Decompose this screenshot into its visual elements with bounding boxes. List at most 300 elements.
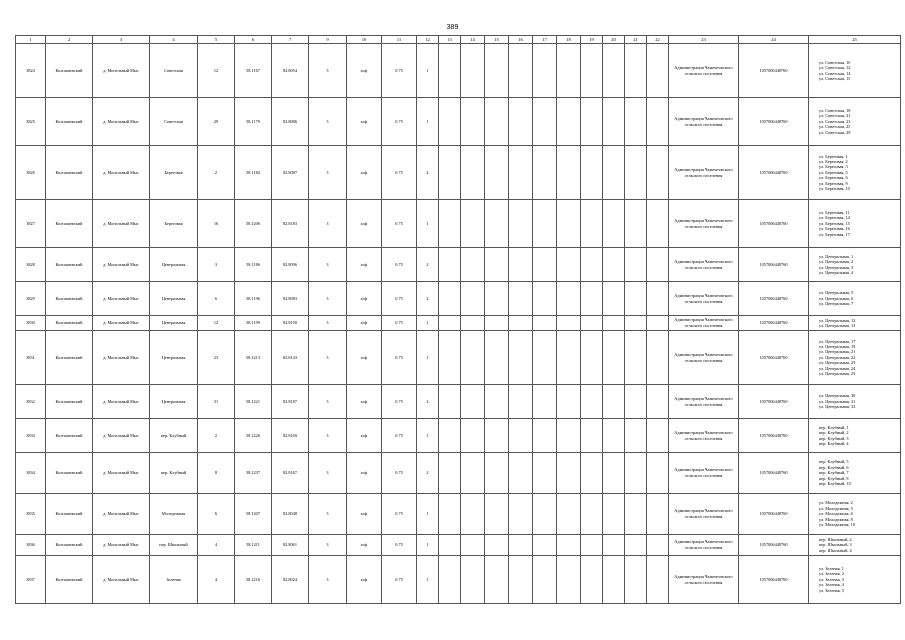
empty-cell [647, 316, 669, 331]
longitude-cell: 82.8048 [272, 494, 309, 535]
column-header: 18 [557, 36, 581, 44]
locality-cell: д. Могильный Мыс [93, 494, 150, 535]
empty-cell [461, 494, 485, 535]
empty-cell [557, 98, 581, 146]
empty-cell [603, 200, 625, 248]
address-line: ул. Береговая, 10 [819, 186, 850, 192]
column-header: 22 [647, 36, 669, 44]
empty-cell [509, 535, 533, 556]
empty-cell [461, 453, 485, 494]
empty-cell [647, 200, 669, 248]
empty-cell [647, 248, 669, 282]
empty-cell [625, 146, 647, 200]
ogrn-cell: 1057006448760 [739, 331, 809, 385]
empty-cell [509, 248, 533, 282]
address-line: ул. Береговая, 14 [819, 215, 850, 221]
locality-cell: д. Могильный Мыс [93, 146, 150, 200]
empty-cell [485, 282, 509, 316]
empty-cell [603, 248, 625, 282]
district-cell: Колпашевский [46, 98, 93, 146]
longitude-cell: 82.8183 [272, 200, 309, 248]
column-header: 25 [809, 36, 901, 44]
empty-cell [461, 385, 485, 419]
address-line: ул. Советская, 25 [819, 124, 851, 130]
volume-cell: 0.75 [382, 146, 417, 200]
empty-cell [439, 494, 461, 535]
ogrn-cell: 1057006448760 [739, 44, 809, 98]
surface-cell: асф [347, 385, 382, 419]
address-line: ул. Центральная, 6 [819, 295, 854, 301]
empty-cell [533, 556, 557, 604]
count-cell: 1 [417, 419, 439, 453]
table-row [16, 316, 901, 331]
empty-cell [603, 98, 625, 146]
volume-cell: 0.75 [382, 331, 417, 385]
address-line: пер. Школьный, 3 [819, 542, 852, 548]
street-cell: Центральная [150, 282, 198, 316]
ogrn-cell: 1057006448760 [739, 419, 809, 453]
ogrn-cell: 1057006448760 [739, 535, 809, 556]
row-number-cell: 3831 [16, 331, 46, 385]
ogrn-cell: 1057006448760 [739, 98, 809, 146]
volume-cell: 0.75 [382, 385, 417, 419]
administration-cell: Администрация Чажемтовского сельского поселения [669, 248, 739, 282]
address-line: пер. Школьный, 2 [819, 536, 852, 542]
longitude-cell: 82.8087 [272, 146, 309, 200]
empty-cell [461, 248, 485, 282]
house-cell: 12 [198, 44, 235, 98]
district-cell: Колпашевский [46, 331, 93, 385]
address-line: ул. Центральная, 31 [819, 398, 856, 404]
empty-cell [557, 419, 581, 453]
empty-cell [603, 316, 625, 331]
address-line: ул. Береговая, 9 [819, 180, 848, 186]
empty-cell [461, 282, 485, 316]
column-header: 5 [198, 36, 235, 44]
empty-cell [485, 556, 509, 604]
district-cell: Колпашевский [46, 248, 93, 282]
address-line: пер. Клубный, 1 [819, 424, 849, 430]
address-line: ул. Береговая, 11 [819, 209, 850, 215]
empty-cell [509, 316, 533, 331]
empty-cell [647, 146, 669, 200]
table-row [16, 556, 901, 604]
volume-cell: 0.75 [382, 44, 417, 98]
address-line: ул. Центральная, 1 [819, 253, 854, 259]
row-number-cell: 3833 [16, 419, 46, 453]
empty-cell [439, 44, 461, 98]
latitude-cell: 58.1226 [235, 419, 272, 453]
surface-cell: асф [347, 282, 382, 316]
empty-cell [557, 248, 581, 282]
address-line: пер. Клубный, 5 [819, 459, 849, 465]
column-header: 16 [509, 36, 533, 44]
col9-cell: 3 [309, 385, 347, 419]
street-cell: Центральная [150, 248, 198, 282]
surface-cell: асф [347, 200, 382, 248]
volume-cell: 0.75 [382, 535, 417, 556]
empty-cell [485, 200, 509, 248]
row-number-cell: 3837 [16, 556, 46, 604]
address-line: ул. Центральная, 5 [819, 290, 854, 296]
served-addresses-cell [809, 98, 901, 146]
address-line: ул. Центральная, 4 [819, 269, 854, 275]
count-cell: 1 [417, 316, 439, 331]
latitude-cell: 58.1237 [235, 453, 272, 494]
address-line: ул. Центральная, 22 [819, 354, 856, 360]
address-line: ул. Центральная, 23 [819, 360, 856, 366]
empty-cell [603, 419, 625, 453]
count-cell: 1 [417, 556, 439, 604]
row-number-cell: 3829 [16, 282, 46, 316]
volume-cell: 0.75 [382, 200, 417, 248]
district-cell: Колпашевский [46, 535, 93, 556]
volume-cell: 0.75 [382, 453, 417, 494]
latitude-cell: 58.1206 [235, 200, 272, 248]
empty-cell [625, 316, 647, 331]
empty-cell [581, 248, 603, 282]
table-row [16, 419, 901, 453]
empty-cell [533, 146, 557, 200]
empty-cell [647, 453, 669, 494]
address-line: пер. Клубный, 7 [819, 470, 849, 476]
empty-cell [557, 331, 581, 385]
empty-cell [461, 146, 485, 200]
volume-cell: 0.75 [382, 282, 417, 316]
district-cell: Колпашевский [46, 282, 93, 316]
ogrn-cell: 1057006448760 [739, 146, 809, 200]
table-row [16, 248, 901, 282]
empty-cell [485, 535, 509, 556]
street-cell: Центральная [150, 316, 198, 331]
address-line: пер. Клубный, 3 [819, 435, 849, 441]
col9-cell: 3 [309, 146, 347, 200]
address-line: ул. Советская, 18 [819, 107, 851, 113]
empty-cell [439, 453, 461, 494]
empty-cell [603, 282, 625, 316]
address-line: ул. Центральная, 25 [819, 371, 856, 377]
empty-cell [603, 556, 625, 604]
administration-cell: Администрация Чажемтовского сельского поселения [669, 98, 739, 146]
empty-cell [461, 556, 485, 604]
district-cell: Колпашевский [46, 556, 93, 604]
surface-cell: асф [347, 331, 382, 385]
house-cell: 31 [198, 385, 235, 419]
latitude-cell: 58.1221 [235, 385, 272, 419]
column-header: 2 [46, 36, 93, 44]
ogrn-cell: 1057006448760 [739, 453, 809, 494]
house-cell: 29 [198, 98, 235, 146]
served-addresses-cell [809, 556, 901, 604]
address-line: ул. Центральная, 12 [819, 317, 856, 323]
empty-cell [625, 535, 647, 556]
address-line: ул. Молодежная, 2 [819, 500, 853, 506]
served-addresses-cell [809, 248, 901, 282]
address-line: ул. Зеленая, 5 [819, 587, 844, 593]
empty-cell [603, 494, 625, 535]
empty-cell [461, 98, 485, 146]
empty-cell [461, 44, 485, 98]
empty-cell [533, 282, 557, 316]
district-cell: Колпашевский [46, 453, 93, 494]
served-addresses-cell [809, 146, 901, 200]
volume-cell: 0.75 [382, 248, 417, 282]
surface-cell: асф [347, 146, 382, 200]
row-number-cell: 3832 [16, 385, 46, 419]
locality-cell: д. Могильный Мыс [93, 385, 150, 419]
empty-cell [647, 331, 669, 385]
empty-cell [461, 535, 485, 556]
count-cell: 2 [417, 146, 439, 200]
row-number-cell: 3825 [16, 98, 46, 146]
col9-cell: 3 [309, 282, 347, 316]
ogrn-cell: 1057006448760 [739, 494, 809, 535]
address-line: ул. Советская, 12 [819, 65, 851, 71]
table-row [16, 494, 901, 535]
ogrn-cell: 1057006448760 [739, 316, 809, 331]
count-cell: 2 [417, 248, 439, 282]
address-line: ул. Молодежная, 8 [819, 516, 853, 522]
empty-cell [625, 248, 647, 282]
surface-cell: асф [347, 98, 382, 146]
longitude-cell: 82.8086 [272, 98, 309, 146]
locality-cell: д. Могильный Мыс [93, 248, 150, 282]
administration-cell: Администрация Чажемтовского сельского поселения [669, 282, 739, 316]
address-line: ул. Зеленая, 4 [819, 582, 844, 588]
empty-cell [439, 556, 461, 604]
column-header: 4 [150, 36, 198, 44]
served-addresses-cell [809, 494, 901, 535]
ogrn-cell: 1057006448760 [739, 248, 809, 282]
empty-cell [557, 453, 581, 494]
address-line: ул. Советская, 21 [819, 113, 851, 119]
address-line: ул. Центральная, 30 [819, 393, 856, 399]
empty-cell [439, 535, 461, 556]
empty-cell [647, 98, 669, 146]
empty-cell [647, 44, 669, 98]
empty-cell [509, 419, 533, 453]
house-cell: 4 [198, 556, 235, 604]
table-row [16, 98, 901, 146]
table-row [16, 200, 901, 248]
col9-cell: 3 [309, 453, 347, 494]
administration-cell: Администрация Чажемтовского сельского поселения [669, 200, 739, 248]
count-cell: 2 [417, 282, 439, 316]
locality-cell: д. Могильный Мыс [93, 556, 150, 604]
district-cell: Колпашевский [46, 419, 93, 453]
empty-cell [625, 453, 647, 494]
empty-cell [625, 331, 647, 385]
empty-cell [581, 494, 603, 535]
empty-cell [509, 453, 533, 494]
address-line: пер. Клубный, 4 [819, 440, 849, 446]
volume-cell: 0.75 [382, 556, 417, 604]
empty-cell [485, 494, 509, 535]
address-line: ул. Центральная, 33 [819, 404, 856, 410]
latitude-cell: 58.1182 [235, 146, 272, 200]
empty-cell [439, 248, 461, 282]
address-line: ул. Молодежная, 10 [819, 522, 855, 528]
address-line: ул. Береговая, 3 [819, 164, 848, 170]
column-header: 20 [603, 36, 625, 44]
served-addresses-cell [809, 44, 901, 98]
empty-cell [625, 494, 647, 535]
address-line: ул. Центральная, 24 [819, 365, 856, 371]
address-line: ул. Центральная, 7 [819, 301, 854, 307]
served-addresses-cell [809, 200, 901, 248]
latitude-cell: 58.1213 [235, 331, 272, 385]
street-cell: Береговая [150, 146, 198, 200]
street-cell: Центральная [150, 331, 198, 385]
administration-cell: Администрация Чажемтовского сельского поселения [669, 316, 739, 331]
address-line: ул. Советская, 15 [819, 75, 851, 81]
address-line: ул. Советская, 10 [819, 59, 851, 65]
address-line: пер. Клубный, 6 [819, 464, 849, 470]
empty-cell [439, 98, 461, 146]
empty-cell [485, 248, 509, 282]
address-line: ул. Центральная, 2 [819, 259, 854, 265]
empty-cell [581, 535, 603, 556]
street-cell: Центральная [150, 385, 198, 419]
empty-cell [581, 419, 603, 453]
empty-cell [557, 494, 581, 535]
house-cell: 2 [198, 146, 235, 200]
table-row [16, 44, 901, 98]
empty-cell [485, 453, 509, 494]
address-line: пер. Клубный, 8 [819, 475, 849, 481]
column-header: 19 [581, 36, 603, 44]
row-number-cell: 3836 [16, 535, 46, 556]
address-line: ул. Центральная, 17 [819, 338, 856, 344]
table-row [16, 453, 901, 494]
address-line: пер. Школьный, 4 [819, 547, 852, 553]
empty-cell [557, 535, 581, 556]
locality-cell: д. Могильный Мыс [93, 98, 150, 146]
empty-cell [647, 282, 669, 316]
longitude-cell: 82.8169 [272, 419, 309, 453]
longitude-cell: 82.8054 [272, 44, 309, 98]
district-cell: Колпашевский [46, 316, 93, 331]
longitude-cell: 82.8187 [272, 385, 309, 419]
address-line: ул. Береговая, 17 [819, 231, 850, 237]
street-cell: Советская [150, 98, 198, 146]
column-header: 9 [309, 36, 347, 44]
count-cell: 1 [417, 331, 439, 385]
col9-cell: 3 [309, 494, 347, 535]
empty-cell [581, 385, 603, 419]
column-header: 7 [272, 36, 309, 44]
empty-cell [581, 146, 603, 200]
column-header: 1 [16, 36, 46, 44]
col9-cell: 3 [309, 419, 347, 453]
latitude-cell: 58.1179 [235, 98, 272, 146]
administration-cell: Администрация Чажемтовского сельского поселения [669, 556, 739, 604]
row-number-cell: 3824 [16, 44, 46, 98]
administration-cell: Администрация Чажемтовского сельского поселения [669, 453, 739, 494]
row-number-cell: 3830 [16, 316, 46, 331]
volume-cell: 0.75 [382, 316, 417, 331]
empty-cell [509, 146, 533, 200]
empty-cell [509, 44, 533, 98]
empty-cell [509, 385, 533, 419]
longitude-cell: 82.8024 [272, 556, 309, 604]
district-cell: Колпашевский [46, 494, 93, 535]
empty-cell [581, 282, 603, 316]
empty-cell [533, 316, 557, 331]
district-cell: Колпашевский [46, 44, 93, 98]
empty-cell [581, 98, 603, 146]
administration-cell: Администрация Чажемтовского сельского поселения [669, 385, 739, 419]
administration-cell: Администрация Чажемтовского сельского поселения [669, 44, 739, 98]
col9-cell: 3 [309, 535, 347, 556]
empty-cell [533, 385, 557, 419]
empty-cell [557, 316, 581, 331]
empty-cell [625, 200, 647, 248]
table-row [16, 146, 901, 200]
empty-cell [625, 282, 647, 316]
count-cell: 2 [417, 385, 439, 419]
empty-cell [625, 385, 647, 419]
house-cell: 16 [198, 200, 235, 248]
empty-cell [557, 44, 581, 98]
surface-cell: асф [347, 535, 382, 556]
administration-cell: Администрация Чажемтовского сельского поселения [669, 146, 739, 200]
count-cell: 1 [417, 200, 439, 248]
empty-cell [625, 556, 647, 604]
column-header: 21 [625, 36, 647, 44]
empty-cell [533, 331, 557, 385]
empty-cell [581, 556, 603, 604]
table-row [16, 535, 901, 556]
house-cell: 6 [198, 282, 235, 316]
district-cell: Колпашевский [46, 385, 93, 419]
empty-cell [509, 98, 533, 146]
count-cell: 2 [417, 453, 439, 494]
empty-cell [439, 385, 461, 419]
empty-cell [625, 98, 647, 146]
house-cell: 6 [198, 494, 235, 535]
street-cell: пер. Школьный [150, 535, 198, 556]
surface-cell: асф [347, 248, 382, 282]
empty-cell [509, 282, 533, 316]
street-cell: Береговая [150, 200, 198, 248]
empty-cell [603, 331, 625, 385]
empty-cell [485, 385, 509, 419]
empty-cell [557, 282, 581, 316]
longitude-cell: 82.8167 [272, 453, 309, 494]
latitude-cell: 58.1186 [235, 248, 272, 282]
longitude-cell: 82.8096 [272, 248, 309, 282]
empty-cell [485, 98, 509, 146]
row-number-cell: 3835 [16, 494, 46, 535]
address-line: ул. Береговая, 2 [819, 158, 848, 164]
table-row [16, 331, 901, 385]
empty-cell [647, 535, 669, 556]
count-cell: 1 [417, 535, 439, 556]
ogrn-cell: 1057006448760 [739, 556, 809, 604]
administration-cell: Администрация Чажемтовского сельского поселения [669, 419, 739, 453]
empty-cell [533, 535, 557, 556]
administration-cell: Администрация Чажемтовского сельского поселения [669, 331, 739, 385]
empty-cell [625, 419, 647, 453]
empty-cell [439, 316, 461, 331]
empty-cell [581, 200, 603, 248]
house-cell: 8 [198, 453, 235, 494]
empty-cell [581, 44, 603, 98]
house-cell: 3 [198, 248, 235, 282]
street-cell: пер. Клубный [150, 453, 198, 494]
served-addresses-cell [809, 282, 901, 316]
